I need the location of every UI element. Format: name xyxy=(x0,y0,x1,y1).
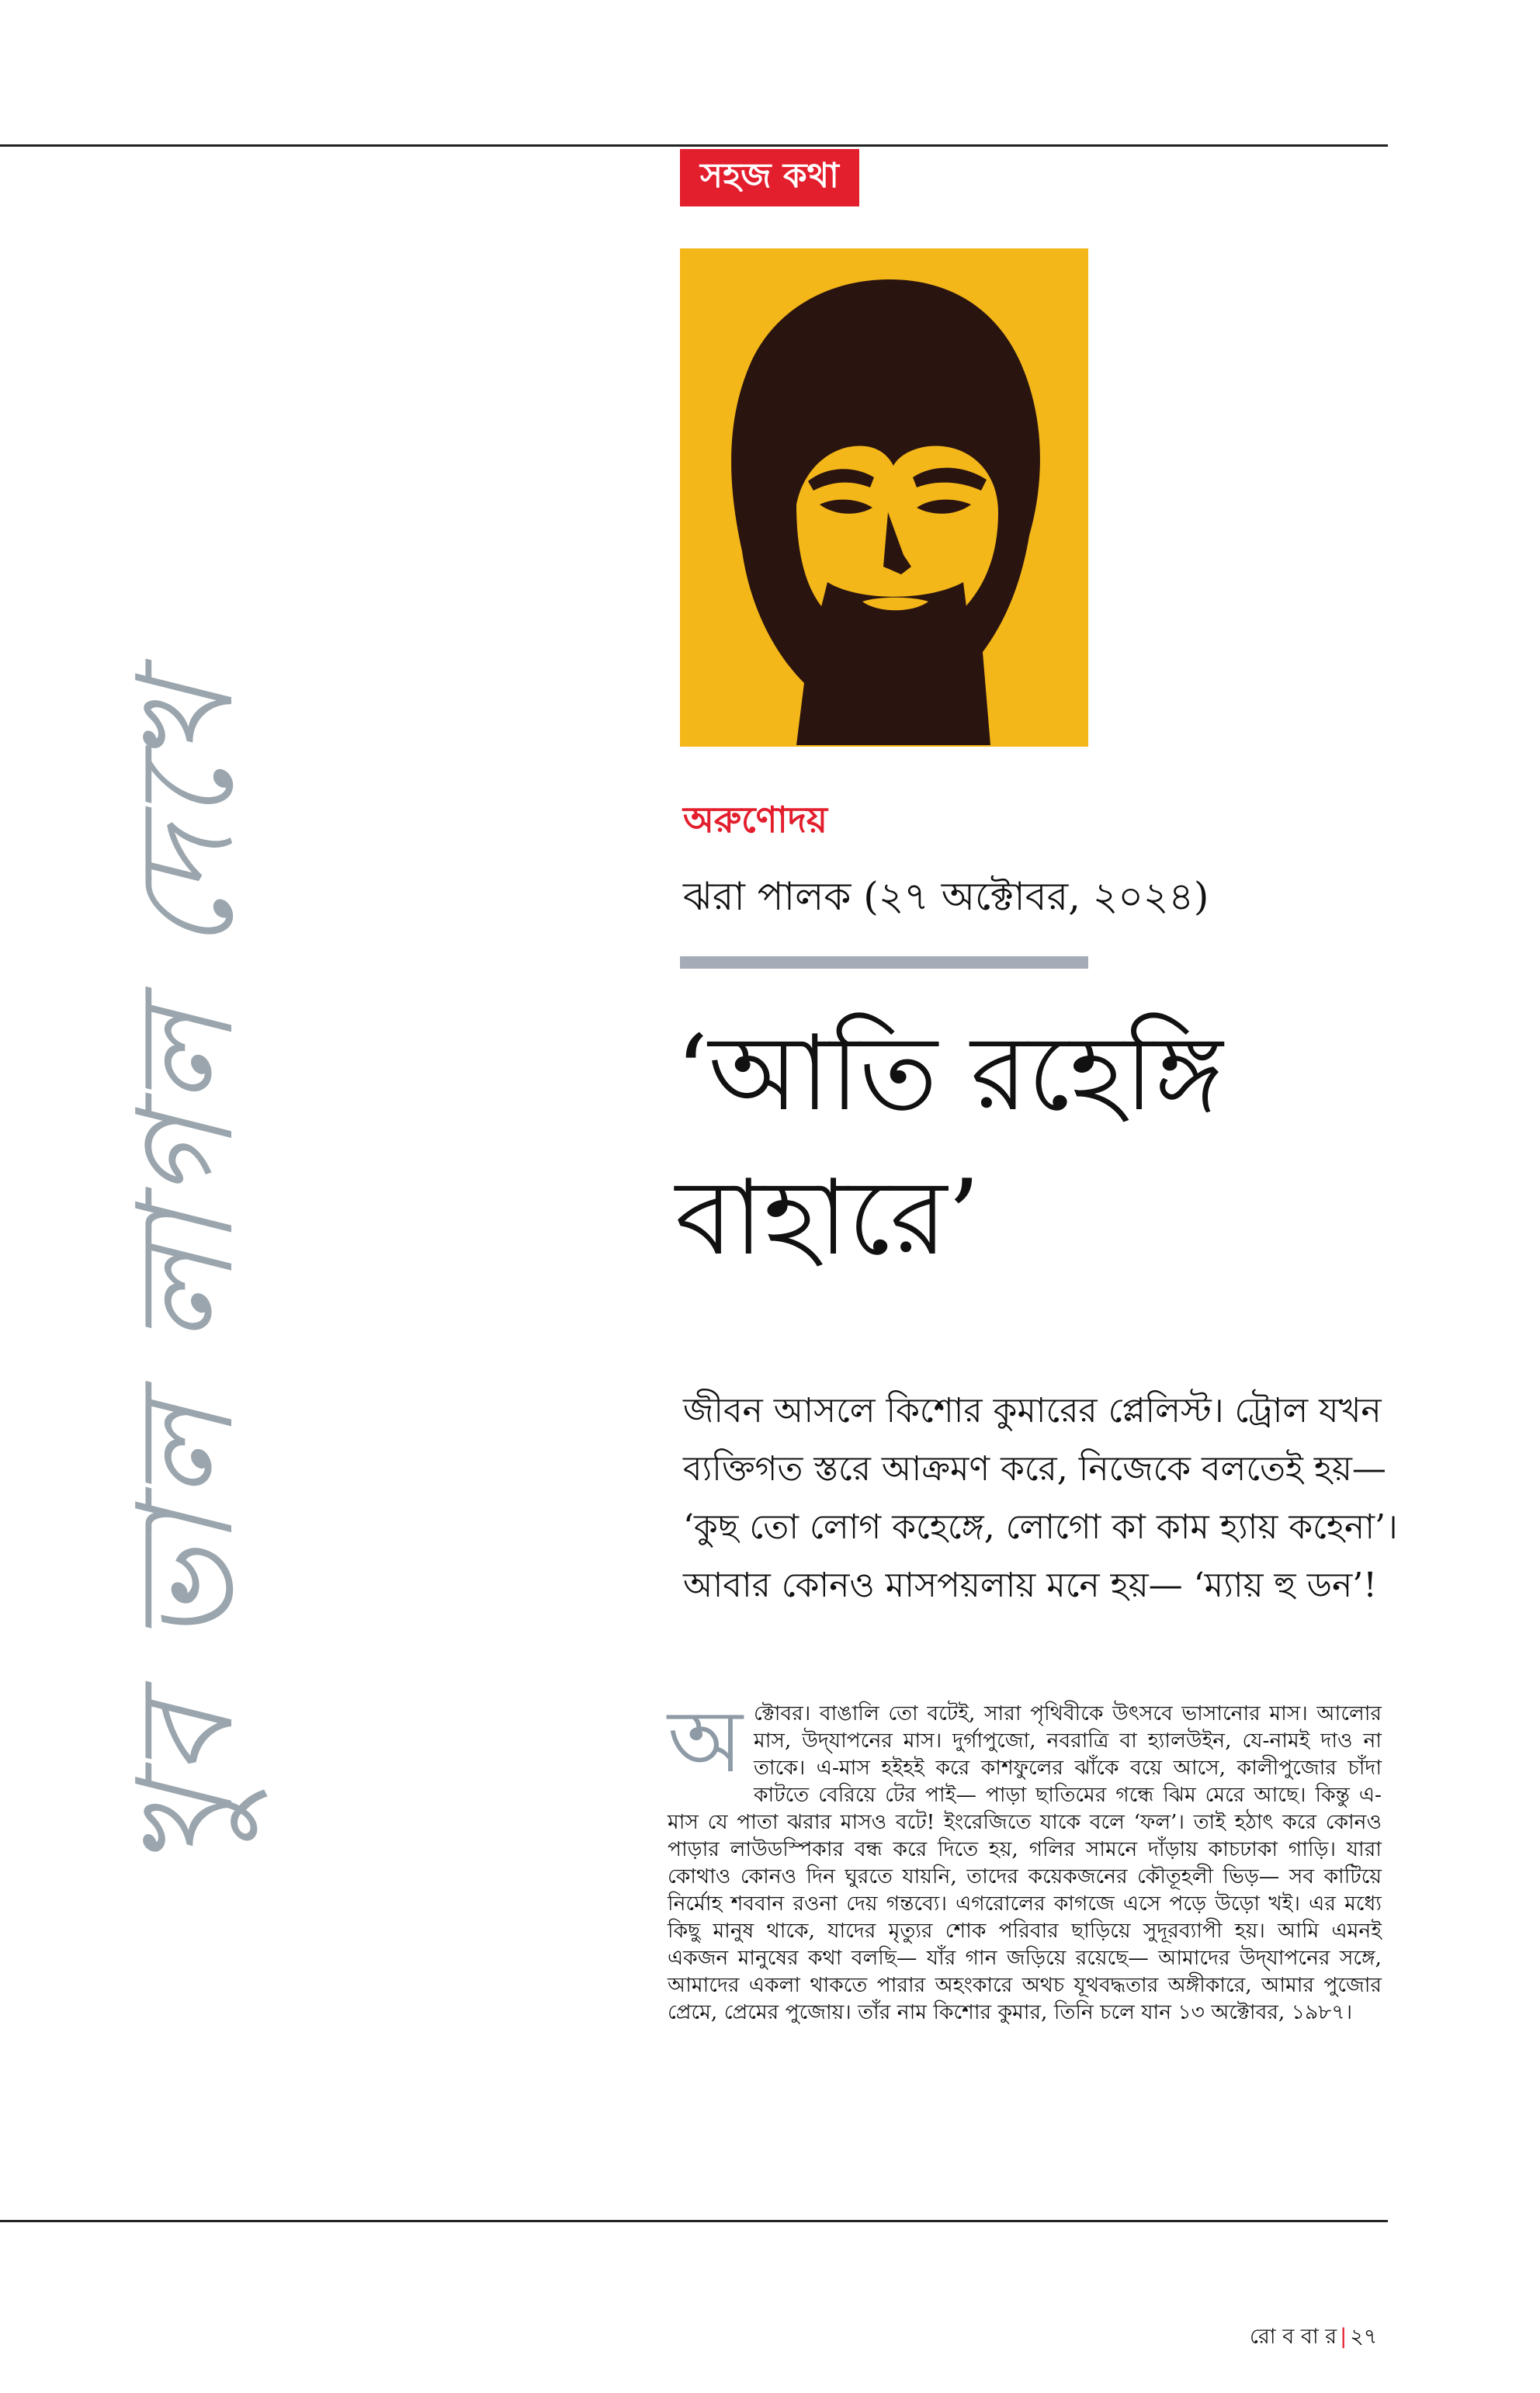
portrait-illustration xyxy=(680,248,1088,747)
drop-cap: অ xyxy=(668,1691,743,1792)
top-rule xyxy=(0,144,1388,147)
article-body xyxy=(668,1691,1382,2026)
signature-text: খুব ভাল লাগল দেখে xyxy=(109,674,263,1872)
bottom-rule xyxy=(0,2220,1388,2222)
footer-separator: | xyxy=(1340,2325,1348,2349)
article-body-text: ক্টোবর। বাঙালি তো বটেই, সারা পৃথিবীকে উৎসবে ভাসানোর মাস। আলোর মাস, উদ্‌যাপনের মাস। দুর্গাপুজো, নবরাত্রি বা হ্যালউইন, যে-নামই দাও না তাকে। এ-মাস হইহই করে কাশফুলের ঝাঁকে বয়ে আসে, কালীপুজোর চাঁদা কাটতে বেরিয়ে টের পাই— পাড়া ছাতিমের গন্ধে ঝিম মেরে আছে। কিন্তু এ-মাস যে পাতা ঝরার মাসও বটে! ইংরেজিতে যাকে বলে ‘ফল’। তাই হঠাৎ করে কোনও পাড়ার লাউডস্পিকার বন্ধ করে দিতে হয়, গলির সামনে দাঁড়ায় কাচঢাকা গাড়ি। যারা কোথাও কোনও দিন ঘুরতে যায়নি, তাদের কয়েকজনের কৌতূহলী ভিড়— সব কাটিয়ে নির্মোহ শববান রওনা দেয় গন্তব্যে। এগরোলের কাগজে এসে পড়ে উড়ো খই। এর মধ্যে কিছু মানুষ থাকে, যাদের মৃত্যুর শোক পরিবার ছাড়িয়ে সুদূরব্যাপী হয়। আমি এমনই একজন মানুষের কথা বলছি— যাঁর গান জড়িয়ে রয়েছে— আমাদের উদ্‌যাপনের সঙ্গে, আমাদের একলা থাকতে পারার অহংকারে অথচ যূথবদ্ধতার অঙ্গীকারে, আমার পুজোর প্রেমে, প্রেমের পুজোয়। তাঁর নাম কিশোর কুমার, তিনি চলে যান ১৩ অক্টোবর, ১৯৮৭। xyxy=(668,1701,1382,2024)
headline xyxy=(675,1001,1374,1290)
section-label: সহজ কথা xyxy=(700,155,839,196)
author-byline: ঝরা পালক (২৭ অক্টোবর, ২০২৪) xyxy=(683,874,1209,919)
section-badge xyxy=(680,149,859,206)
page-footer xyxy=(1250,2321,1377,2356)
column-name: অরুণোদয় xyxy=(683,799,828,841)
standfirst: জীবন আসলে কিশোর কুমারের প্লেলিস্ট। ট্রোল যখন ব্যক্তিগত স্তরে আক্রমণ করে, নিজেকে বলতেই হয়— ‘কুছ তো লোগ কহেঙ্গে, লোগো কা কাম হ্যায় কহেনা’। আবার কোনও মাসপয়লায় মনে হয়— ‘ম্যায় হু ডন’! xyxy=(683,1391,1398,1605)
divider-bar xyxy=(680,956,1088,969)
page-number: ২৭ xyxy=(1350,2325,1378,2349)
headline-line-2: বাহারে’ xyxy=(675,1157,980,1278)
magazine-name: রো ব বা র xyxy=(1250,2325,1337,2349)
headline-line-1: ‘আতি রহেঙ্গি xyxy=(675,1013,1223,1134)
